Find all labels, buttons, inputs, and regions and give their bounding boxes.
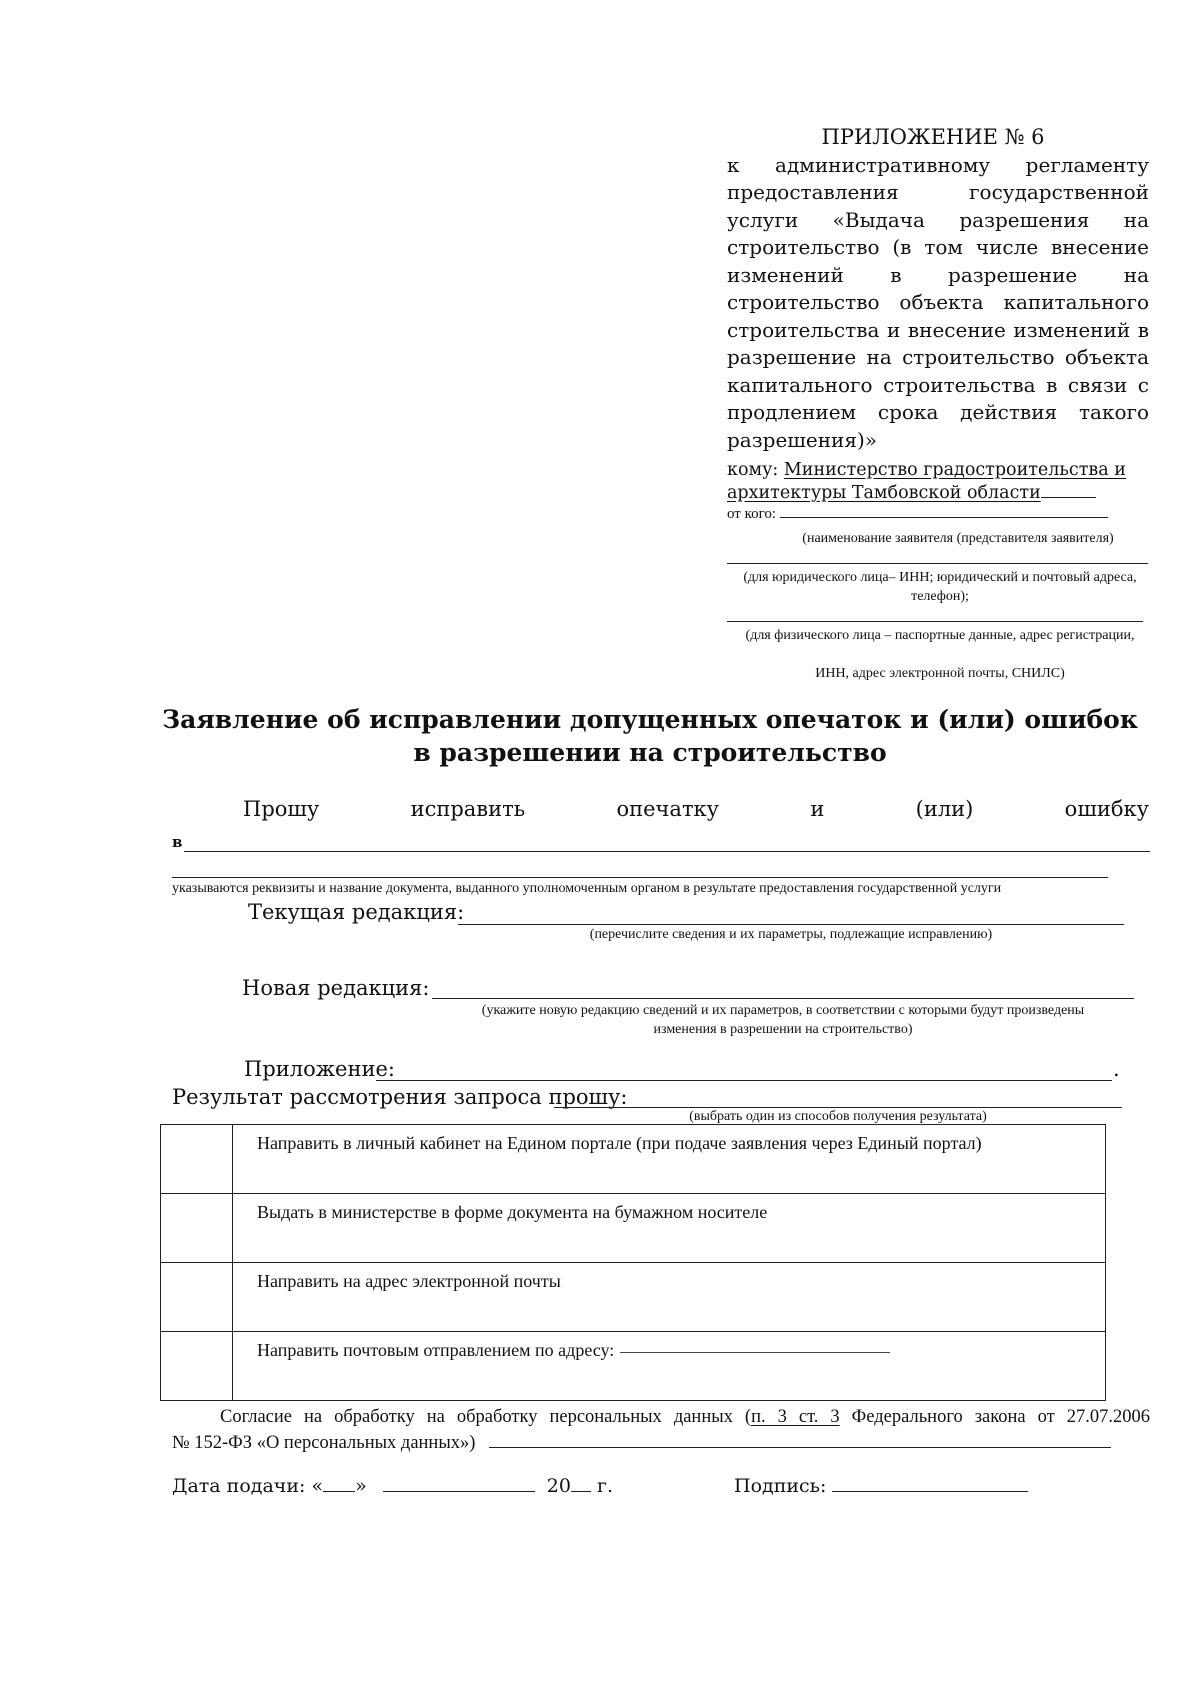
to-fill-line [1041, 497, 1096, 498]
from-input-line[interactable] [780, 517, 1108, 518]
hint-physical-2: ИНН, адрес электронной почты, СНИЛС) [815, 666, 1065, 681]
request-word: ошибку [1064, 797, 1149, 821]
document-title-line1: Заявление об исправлении допущенных опечаток и (или) ошибок [162, 705, 1138, 734]
option-label: Выдать в министерстве в форме документа на бумажном носителе [233, 1194, 1106, 1263]
to-label: кому: [727, 460, 779, 480]
document-title-line2: в разрешении на строительство [413, 738, 887, 767]
option-label: Направить в личный кабинет на Едином портале (при подаче заявления через Единый портал) [233, 1125, 1106, 1194]
from-row [727, 506, 1108, 523]
consent-block [172, 1404, 1150, 1456]
hint-physical-1: (для физического лица – паспортные данные, адрес регистрации, [745, 628, 1135, 643]
signature-input-line[interactable] [832, 1491, 1028, 1492]
consent-law-name: № 152-ФЗ «О персональных данных») [172, 1433, 476, 1453]
consent-line1 [172, 1404, 1150, 1430]
option-checkbox-email[interactable] [161, 1263, 233, 1332]
current-edition-label: Текущая редакция: [248, 900, 465, 924]
table-row [161, 1332, 1106, 1401]
appendix-text: к административному регламенту предоставления государственной услуги «Выдача разрешения на строительство (в том числе внесение изменений в разрешение на строительство объекта капитального строительства и внесение изменений в разрешение на строительство объекта капитального строительства в связи с продлением срока действия такого разрешения)» [727, 152, 1149, 452]
signature-label: Подпись: [734, 1475, 827, 1497]
option-post-cell [233, 1332, 1106, 1401]
attachment-input-line[interactable] [376, 1080, 1112, 1081]
signature-block [734, 1475, 1028, 1497]
consent-text-before: Согласие на обработку на обработку персональных данных ( [220, 1407, 752, 1427]
new-edition-hint-1: (укажите новую редакцию сведений и их параметров, в соответствии с которыми будут произведены [481, 1003, 1085, 1018]
attachment-end-dot: . [1113, 1057, 1120, 1081]
request-word: Прошу [243, 797, 320, 821]
document-title [150, 703, 1150, 769]
hint-legal-entity: (для юридического лица– ИНН; юридический и почтовый адреса, телефон); [743, 570, 1137, 604]
new-edition-label: Новая редакция: [242, 976, 430, 1000]
current-edition-hint: (перечислите сведения и их параметры, подлежащие исправлению) [589, 927, 993, 942]
date-month-input[interactable] [383, 1491, 535, 1492]
consent-law-reference-link[interactable]: п. 3 ст. 3 [751, 1407, 840, 1427]
result-label: Результат рассмотрения запроса прошу: [172, 1085, 628, 1109]
hint-applicant: (наименование заявителя (представителя заявителя) [802, 531, 1114, 546]
date-day-input[interactable] [323, 1491, 355, 1492]
option-checkbox-portal[interactable] [161, 1125, 233, 1194]
option-label: Направить на адрес электронной почты [233, 1263, 1106, 1332]
option-checkbox-post[interactable] [161, 1332, 233, 1401]
table-row [161, 1125, 1106, 1194]
year-suffix: г. [597, 1475, 614, 1497]
to-recipient-line2: архитектуры Тамбовской области [727, 483, 1041, 503]
physical-person-input-line[interactable] [727, 621, 1143, 622]
year-prefix: 20 [546, 1475, 571, 1497]
table-row [161, 1263, 1106, 1332]
date-close-quote: » [355, 1475, 367, 1497]
table-row [161, 1194, 1106, 1263]
new-edition-hint [432, 1001, 1134, 1039]
from-label: от кого: [727, 506, 777, 522]
result-input-line[interactable] [554, 1107, 1122, 1108]
request-word: и [810, 797, 825, 821]
document-details-hint: указываются реквизиты и название документа, выданного уполномоченным органом в результате предоставления государственной услуги [172, 881, 1002, 896]
new-edition-input-line[interactable] [432, 998, 1134, 999]
appendix-title: ПРИЛОЖЕНИЕ № 6 [821, 125, 1045, 149]
date-year-input[interactable] [571, 1491, 591, 1492]
result-options-table [160, 1124, 1106, 1401]
submission-date [172, 1475, 613, 1497]
request-sentence [243, 797, 1149, 821]
request-word: исправить [410, 797, 526, 821]
to-recipient-line1: Министерство градостроительства и [783, 460, 1126, 480]
appendix-block [727, 124, 1149, 454]
post-address-input-line[interactable] [620, 1352, 890, 1353]
option-label: Направить почтовым отправлением по адресу: [257, 1340, 615, 1360]
legal-entity-input-line[interactable] [727, 563, 1148, 564]
request-document-input-line-2[interactable] [172, 877, 1108, 878]
request-word: (или) [915, 797, 974, 821]
new-edition-hint-2: изменения в разрешении на строительство) [653, 1022, 913, 1037]
current-edition-input-line[interactable] [458, 924, 1124, 925]
consent-line2 [172, 1430, 1150, 1456]
request-word: опечатку [616, 797, 720, 821]
addressee-to [727, 459, 1157, 505]
option-checkbox-paper[interactable] [161, 1194, 233, 1263]
date-label: Дата подачи: « [172, 1475, 324, 1497]
consent-text-after: Федерального закона от 27.07.2006 [839, 1407, 1150, 1427]
consent-signature-line[interactable] [489, 1447, 1111, 1448]
result-hint: (выбрать один из способов получения результата) [689, 1109, 987, 1124]
request-in-letter: в [172, 833, 183, 851]
attachment-label: Приложение: [244, 1057, 395, 1081]
request-document-input-line[interactable] [184, 851, 1150, 852]
